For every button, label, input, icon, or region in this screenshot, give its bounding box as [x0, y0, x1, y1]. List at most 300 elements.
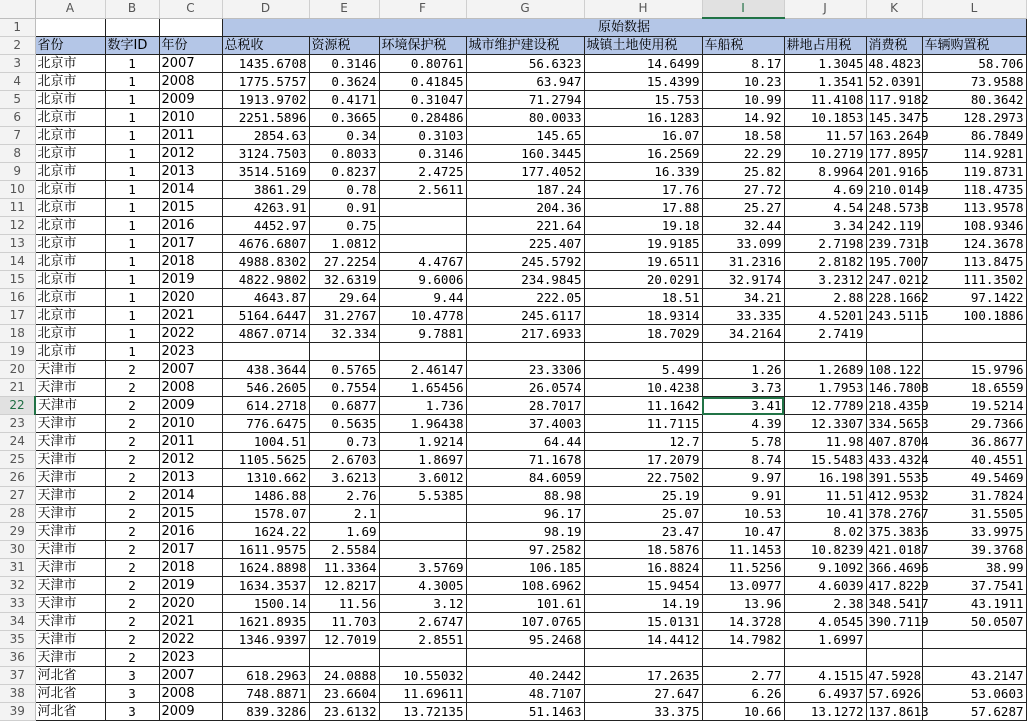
cell[interactable]: 11.98: [784, 433, 866, 451]
cell[interactable]: 3.6213: [309, 469, 379, 487]
cell[interactable]: 2.7198: [784, 235, 866, 253]
cell[interactable]: 0.34: [309, 127, 379, 145]
cell[interactable]: 32.9174: [702, 271, 784, 289]
cell[interactable]: 52.0391: [866, 73, 922, 91]
cell[interactable]: 37.7541: [922, 577, 1026, 595]
cell[interactable]: 2019: [159, 271, 222, 289]
cell[interactable]: 北京市: [35, 271, 105, 289]
cell[interactable]: 243.5115: [866, 307, 922, 325]
cell[interactable]: 1: [105, 307, 159, 325]
row-header[interactable]: 28: [0, 505, 35, 523]
header-cell[interactable]: 车辆购置税: [922, 37, 1026, 55]
cell[interactable]: 124.3678: [922, 235, 1026, 253]
row-header[interactable]: 17: [0, 307, 35, 325]
cell[interactable]: 160.3445: [466, 145, 584, 163]
cell[interactable]: 15.9796: [922, 361, 1026, 379]
header-cell[interactable]: 资源税: [309, 37, 379, 55]
header-cell[interactable]: 省份: [35, 37, 105, 55]
cell[interactable]: 12.7789: [784, 397, 866, 415]
cell[interactable]: 438.3644: [222, 361, 309, 379]
cell[interactable]: 33.9975: [922, 523, 1026, 541]
cell[interactable]: 36.8677: [922, 433, 1026, 451]
merged-title-cell[interactable]: 原始数据: [222, 18, 1026, 37]
cell[interactable]: 4676.6807: [222, 235, 309, 253]
cell[interactable]: 11.1642: [584, 397, 702, 415]
cell[interactable]: [222, 649, 309, 667]
cell[interactable]: 5.78: [702, 433, 784, 451]
cell[interactable]: 北京市: [35, 253, 105, 271]
cell[interactable]: 53.0603: [922, 685, 1026, 703]
cell[interactable]: 2022: [159, 325, 222, 343]
column-header-e[interactable]: E: [309, 0, 379, 18]
cell[interactable]: 3861.29: [222, 181, 309, 199]
cell[interactable]: 1: [105, 145, 159, 163]
cell[interactable]: 2016: [159, 523, 222, 541]
cell[interactable]: 1624.22: [222, 523, 309, 541]
cell[interactable]: [222, 343, 309, 361]
cell[interactable]: 2020: [159, 595, 222, 613]
cell[interactable]: 106.185: [466, 559, 584, 577]
cell[interactable]: [866, 325, 922, 343]
cell[interactable]: 2.6703: [309, 451, 379, 469]
cell[interactable]: 2: [105, 379, 159, 397]
cell[interactable]: 63.947: [466, 73, 584, 91]
row-header[interactable]: 19: [0, 343, 35, 361]
cell[interactable]: 12.8217: [309, 577, 379, 595]
cell[interactable]: 9.6006: [379, 271, 466, 289]
selected-cell[interactable]: 3.41: [702, 397, 784, 415]
header-cell[interactable]: 总税收: [222, 37, 309, 55]
header-cell[interactable]: 城市维护建设税: [466, 37, 584, 55]
cell[interactable]: 3.6012: [379, 469, 466, 487]
cell[interactable]: 15.0131: [584, 613, 702, 631]
cell[interactable]: 2: [105, 469, 159, 487]
cell[interactable]: 113.9578: [922, 199, 1026, 217]
cell[interactable]: 2008: [159, 73, 222, 91]
cell[interactable]: [466, 649, 584, 667]
cell[interactable]: 17.2635: [584, 667, 702, 685]
row-header[interactable]: 3: [0, 55, 35, 73]
cell[interactable]: [379, 235, 466, 253]
cell[interactable]: 57.6287: [922, 703, 1026, 721]
cell[interactable]: 8.74: [702, 451, 784, 469]
row-header[interactable]: 31: [0, 559, 35, 577]
cell[interactable]: 0.3103: [379, 127, 466, 145]
cell[interactable]: 84.6059: [466, 469, 584, 487]
cell[interactable]: 5164.6447: [222, 307, 309, 325]
cell[interactable]: 8.02: [784, 523, 866, 541]
cell[interactable]: 26.0574: [466, 379, 584, 397]
cell[interactable]: 10.4778: [379, 307, 466, 325]
row-header[interactable]: 39: [0, 703, 35, 721]
cell[interactable]: 2: [105, 487, 159, 505]
cell[interactable]: 25.27: [702, 199, 784, 217]
cell[interactable]: [584, 343, 702, 361]
cell[interactable]: 天津市: [35, 559, 105, 577]
column-header-k[interactable]: K: [866, 0, 922, 18]
cell[interactable]: [866, 631, 922, 649]
row-header[interactable]: 26: [0, 469, 35, 487]
cell[interactable]: 19.18: [584, 217, 702, 235]
cell[interactable]: 3124.7503: [222, 145, 309, 163]
cell[interactable]: 20.0291: [584, 271, 702, 289]
cell[interactable]: 421.0187: [866, 541, 922, 559]
cell[interactable]: 1578.07: [222, 505, 309, 523]
cell[interactable]: 天津市: [35, 613, 105, 631]
cell[interactable]: 234.9845: [466, 271, 584, 289]
cell[interactable]: 14.3728: [702, 613, 784, 631]
row-header[interactable]: 10: [0, 181, 35, 199]
cell[interactable]: 19.5214: [922, 397, 1026, 415]
cell[interactable]: 3: [105, 703, 159, 721]
cell[interactable]: 9.91: [702, 487, 784, 505]
cell[interactable]: 北京市: [35, 145, 105, 163]
cell[interactable]: 2021: [159, 613, 222, 631]
cell[interactable]: 40.4551: [922, 451, 1026, 469]
cell[interactable]: 2022: [159, 631, 222, 649]
row-header[interactable]: 25: [0, 451, 35, 469]
cell[interactable]: 天津市: [35, 577, 105, 595]
cell[interactable]: 2.1: [309, 505, 379, 523]
cell[interactable]: 天津市: [35, 649, 105, 667]
cell[interactable]: 天津市: [35, 433, 105, 451]
cell[interactable]: 2: [105, 649, 159, 667]
row-header[interactable]: 13: [0, 235, 35, 253]
cell[interactable]: 23.3306: [466, 361, 584, 379]
row-header[interactable]: 27: [0, 487, 35, 505]
cell[interactable]: 1.6997: [784, 631, 866, 649]
row-header[interactable]: 16: [0, 289, 35, 307]
cell[interactable]: 145.3475: [866, 109, 922, 127]
cell[interactable]: 1: [105, 217, 159, 235]
cell[interactable]: 15.5483: [784, 451, 866, 469]
cell[interactable]: 9.97: [702, 469, 784, 487]
cell[interactable]: 2.5584: [309, 541, 379, 559]
select-all-corner[interactable]: [0, 0, 35, 18]
cell[interactable]: 43.1911: [922, 595, 1026, 613]
cell[interactable]: 2014: [159, 181, 222, 199]
cell[interactable]: 1346.9397: [222, 631, 309, 649]
cell[interactable]: 10.55032: [379, 667, 466, 685]
cell[interactable]: 2.77: [702, 667, 784, 685]
cell[interactable]: 100.1886: [922, 307, 1026, 325]
row-header[interactable]: 6: [0, 109, 35, 127]
cell[interactable]: 1: [105, 163, 159, 181]
cell[interactable]: 2.38: [784, 595, 866, 613]
header-cell[interactable]: 车船税: [702, 37, 784, 55]
cell[interactable]: 0.3146: [379, 145, 466, 163]
cell[interactable]: 16.07: [584, 127, 702, 145]
cell[interactable]: 4.5201: [784, 307, 866, 325]
cell[interactable]: 3.34: [784, 217, 866, 235]
cell[interactable]: 10.41: [784, 505, 866, 523]
row-header[interactable]: 5: [0, 91, 35, 109]
cell[interactable]: 0.73: [309, 433, 379, 451]
cell[interactable]: 228.1662: [866, 289, 922, 307]
header-cell[interactable]: 消费税: [866, 37, 922, 55]
cell[interactable]: 3.2312: [784, 271, 866, 289]
cell[interactable]: 1004.51: [222, 433, 309, 451]
cell[interactable]: 16.8824: [584, 559, 702, 577]
cell[interactable]: 97.2582: [466, 541, 584, 559]
cell[interactable]: 375.3836: [866, 523, 922, 541]
cell[interactable]: 12.7: [584, 433, 702, 451]
cell[interactable]: 31.2767: [309, 307, 379, 325]
cell[interactable]: 天津市: [35, 541, 105, 559]
cell[interactable]: 618.2963: [222, 667, 309, 685]
cell[interactable]: 10.66: [702, 703, 784, 721]
cell[interactable]: 2019: [159, 577, 222, 595]
column-header-d[interactable]: D: [222, 0, 309, 18]
cell[interactable]: 23.47: [584, 523, 702, 541]
cell[interactable]: 2009: [159, 91, 222, 109]
cell[interactable]: 1.7953: [784, 379, 866, 397]
cell[interactable]: 248.5738: [866, 199, 922, 217]
cell[interactable]: 28.7017: [466, 397, 584, 415]
cell[interactable]: 1: [105, 199, 159, 217]
column-header-c[interactable]: C: [159, 0, 222, 18]
cell[interactable]: 19.9185: [584, 235, 702, 253]
cell[interactable]: 2854.63: [222, 127, 309, 145]
cell[interactable]: 1: [105, 181, 159, 199]
cell[interactable]: 2012: [159, 451, 222, 469]
cell[interactable]: 0.7554: [309, 379, 379, 397]
row-header[interactable]: 36: [0, 649, 35, 667]
cell[interactable]: 1.0812: [309, 235, 379, 253]
cell[interactable]: 201.9165: [866, 163, 922, 181]
column-header-b[interactable]: B: [105, 0, 159, 18]
cell[interactable]: 1: [105, 73, 159, 91]
cell[interactable]: 2015: [159, 199, 222, 217]
cell[interactable]: [379, 217, 466, 235]
cell[interactable]: 1634.3537: [222, 577, 309, 595]
cell[interactable]: 北京市: [35, 325, 105, 343]
cell[interactable]: 80.3642: [922, 91, 1026, 109]
cell[interactable]: 河北省: [35, 703, 105, 721]
cell[interactable]: 河北省: [35, 667, 105, 685]
cell[interactable]: 15.9454: [584, 577, 702, 595]
cell[interactable]: 天津市: [35, 379, 105, 397]
cell[interactable]: 776.6475: [222, 415, 309, 433]
cell[interactable]: 22.29: [702, 145, 784, 163]
row-header[interactable]: 14: [0, 253, 35, 271]
cell[interactable]: 北京市: [35, 73, 105, 91]
cell[interactable]: 204.36: [466, 199, 584, 217]
cell[interactable]: 22.7502: [584, 469, 702, 487]
cell[interactable]: 北京市: [35, 307, 105, 325]
cell[interactable]: 2008: [159, 379, 222, 397]
cell[interactable]: 2014: [159, 487, 222, 505]
cell[interactable]: [309, 649, 379, 667]
cell[interactable]: 114.9281: [922, 145, 1026, 163]
cell[interactable]: 29.7366: [922, 415, 1026, 433]
cell[interactable]: 0.8033: [309, 145, 379, 163]
cell[interactable]: 2011: [159, 433, 222, 451]
cell[interactable]: 47.5928: [866, 667, 922, 685]
cell[interactable]: 118.4735: [922, 181, 1026, 199]
cell[interactable]: 1: [105, 253, 159, 271]
cell[interactable]: 433.4324: [866, 451, 922, 469]
cell[interactable]: 6.4937: [784, 685, 866, 703]
cell[interactable]: 1.65456: [379, 379, 466, 397]
cell[interactable]: 1.3541: [784, 73, 866, 91]
cell[interactable]: 29.64: [309, 289, 379, 307]
cell[interactable]: 1: [105, 289, 159, 307]
cell[interactable]: 11.3364: [309, 559, 379, 577]
cell[interactable]: 2: [105, 631, 159, 649]
cell[interactable]: 1435.6708: [222, 55, 309, 73]
cell[interactable]: 4643.87: [222, 289, 309, 307]
cell[interactable]: 10.99: [702, 91, 784, 109]
cell[interactable]: 0.4171: [309, 91, 379, 109]
cell[interactable]: 64.44: [466, 433, 584, 451]
cell[interactable]: 8.9964: [784, 163, 866, 181]
cell[interactable]: 2011: [159, 127, 222, 145]
cell[interactable]: 51.1463: [466, 703, 584, 721]
cell[interactable]: 2010: [159, 109, 222, 127]
cell[interactable]: 10.1853: [784, 109, 866, 127]
cell[interactable]: 1486.88: [222, 487, 309, 505]
cell[interactable]: 2013: [159, 163, 222, 181]
cell[interactable]: 0.78: [309, 181, 379, 199]
cell[interactable]: 58.706: [922, 55, 1026, 73]
row-header[interactable]: 37: [0, 667, 35, 685]
cell[interactable]: 10.8239: [784, 541, 866, 559]
row-header[interactable]: 1: [0, 18, 35, 37]
cell[interactable]: 17.76: [584, 181, 702, 199]
cell[interactable]: 137.8613: [866, 703, 922, 721]
cell[interactable]: 北京市: [35, 235, 105, 253]
cell[interactable]: 1.8697: [379, 451, 466, 469]
cell[interactable]: 2010: [159, 415, 222, 433]
cell[interactable]: 天津市: [35, 451, 105, 469]
cell[interactable]: 2.5611: [379, 181, 466, 199]
cell[interactable]: 北京市: [35, 217, 105, 235]
cell[interactable]: 117.9182: [866, 91, 922, 109]
cell[interactable]: 2018: [159, 559, 222, 577]
cell[interactable]: 2.76: [309, 487, 379, 505]
cell[interactable]: 天津市: [35, 415, 105, 433]
cell[interactable]: 11.69611: [379, 685, 466, 703]
cell[interactable]: 1775.5757: [222, 73, 309, 91]
cell[interactable]: 2.46147: [379, 361, 466, 379]
cell[interactable]: 河北省: [35, 685, 105, 703]
cell[interactable]: 39.3768: [922, 541, 1026, 559]
cell[interactable]: 14.6499: [584, 55, 702, 73]
cell[interactable]: 23.6604: [309, 685, 379, 703]
cell[interactable]: 天津市: [35, 487, 105, 505]
row-header[interactable]: 34: [0, 613, 35, 631]
cell[interactable]: 北京市: [35, 289, 105, 307]
cell[interactable]: 71.1678: [466, 451, 584, 469]
cell[interactable]: 25.82: [702, 163, 784, 181]
row-header[interactable]: 12: [0, 217, 35, 235]
cell[interactable]: 1621.8935: [222, 613, 309, 631]
cell[interactable]: 10.2719: [784, 145, 866, 163]
cell[interactable]: 5.499: [584, 361, 702, 379]
cell[interactable]: 2: [105, 433, 159, 451]
header-cell[interactable]: 年份: [159, 37, 222, 55]
cell[interactable]: 128.2973: [922, 109, 1026, 127]
cell[interactable]: 13.96: [702, 595, 784, 613]
header-cell[interactable]: 数字ID: [105, 37, 159, 55]
cell[interactable]: 1105.5625: [222, 451, 309, 469]
cell[interactable]: 43.2147: [922, 667, 1026, 685]
cell[interactable]: 245.5792: [466, 253, 584, 271]
cell[interactable]: 412.9532: [866, 487, 922, 505]
cell[interactable]: 11.56: [309, 595, 379, 613]
cell[interactable]: 113.8475: [922, 253, 1026, 271]
cell[interactable]: 3.73: [702, 379, 784, 397]
cell[interactable]: 1: [105, 109, 159, 127]
cell[interactable]: 24.0888: [309, 667, 379, 685]
cell[interactable]: 11.4108: [784, 91, 866, 109]
cell[interactable]: [702, 343, 784, 361]
cell[interactable]: 15.4399: [584, 73, 702, 91]
cell[interactable]: 4263.91: [222, 199, 309, 217]
cell[interactable]: 2: [105, 523, 159, 541]
cell[interactable]: 391.5535: [866, 469, 922, 487]
cell[interactable]: 1: [105, 91, 159, 109]
column-header-l[interactable]: L: [922, 0, 1026, 18]
cell[interactable]: [379, 343, 466, 361]
cell[interactable]: 14.19: [584, 595, 702, 613]
cell[interactable]: 天津市: [35, 595, 105, 613]
cell[interactable]: 2015: [159, 505, 222, 523]
cell[interactable]: 4988.8302: [222, 253, 309, 271]
cell[interactable]: [105, 18, 159, 37]
cell[interactable]: 2: [105, 361, 159, 379]
cell[interactable]: 546.2605: [222, 379, 309, 397]
cell[interactable]: 48.4823: [866, 55, 922, 73]
cell[interactable]: 95.2468: [466, 631, 584, 649]
cell[interactable]: 11.703: [309, 613, 379, 631]
cell[interactable]: 4.69: [784, 181, 866, 199]
cell[interactable]: 177.4052: [466, 163, 584, 181]
cell[interactable]: 247.0212: [866, 271, 922, 289]
cell[interactable]: 839.3286: [222, 703, 309, 721]
cell[interactable]: 221.64: [466, 217, 584, 235]
cell[interactable]: 天津市: [35, 631, 105, 649]
cell[interactable]: 34.2164: [702, 325, 784, 343]
cell[interactable]: 12.3307: [784, 415, 866, 433]
cell[interactable]: 1500.14: [222, 595, 309, 613]
cell[interactable]: 天津市: [35, 505, 105, 523]
cell[interactable]: 1: [105, 127, 159, 145]
cell[interactable]: 119.8731: [922, 163, 1026, 181]
cell[interactable]: 11.5256: [702, 559, 784, 577]
cell[interactable]: 2007: [159, 667, 222, 685]
cell[interactable]: 108.6962: [466, 577, 584, 595]
cell[interactable]: 14.92: [702, 109, 784, 127]
cell[interactable]: 163.2649: [866, 127, 922, 145]
row-header[interactable]: 18: [0, 325, 35, 343]
cell[interactable]: 北京市: [35, 91, 105, 109]
cell[interactable]: 15.753: [584, 91, 702, 109]
cell[interactable]: 2023: [159, 649, 222, 667]
cell[interactable]: 天津市: [35, 523, 105, 541]
cell[interactable]: 2: [105, 505, 159, 523]
cell[interactable]: 1.26: [702, 361, 784, 379]
row-header[interactable]: 8: [0, 145, 35, 163]
cell[interactable]: 2: [105, 613, 159, 631]
cell[interactable]: 407.8704: [866, 433, 922, 451]
cell[interactable]: 1.9214: [379, 433, 466, 451]
cell[interactable]: 614.2718: [222, 397, 309, 415]
cell[interactable]: 2: [105, 415, 159, 433]
cell[interactable]: 2018: [159, 253, 222, 271]
cell[interactable]: [922, 343, 1026, 361]
